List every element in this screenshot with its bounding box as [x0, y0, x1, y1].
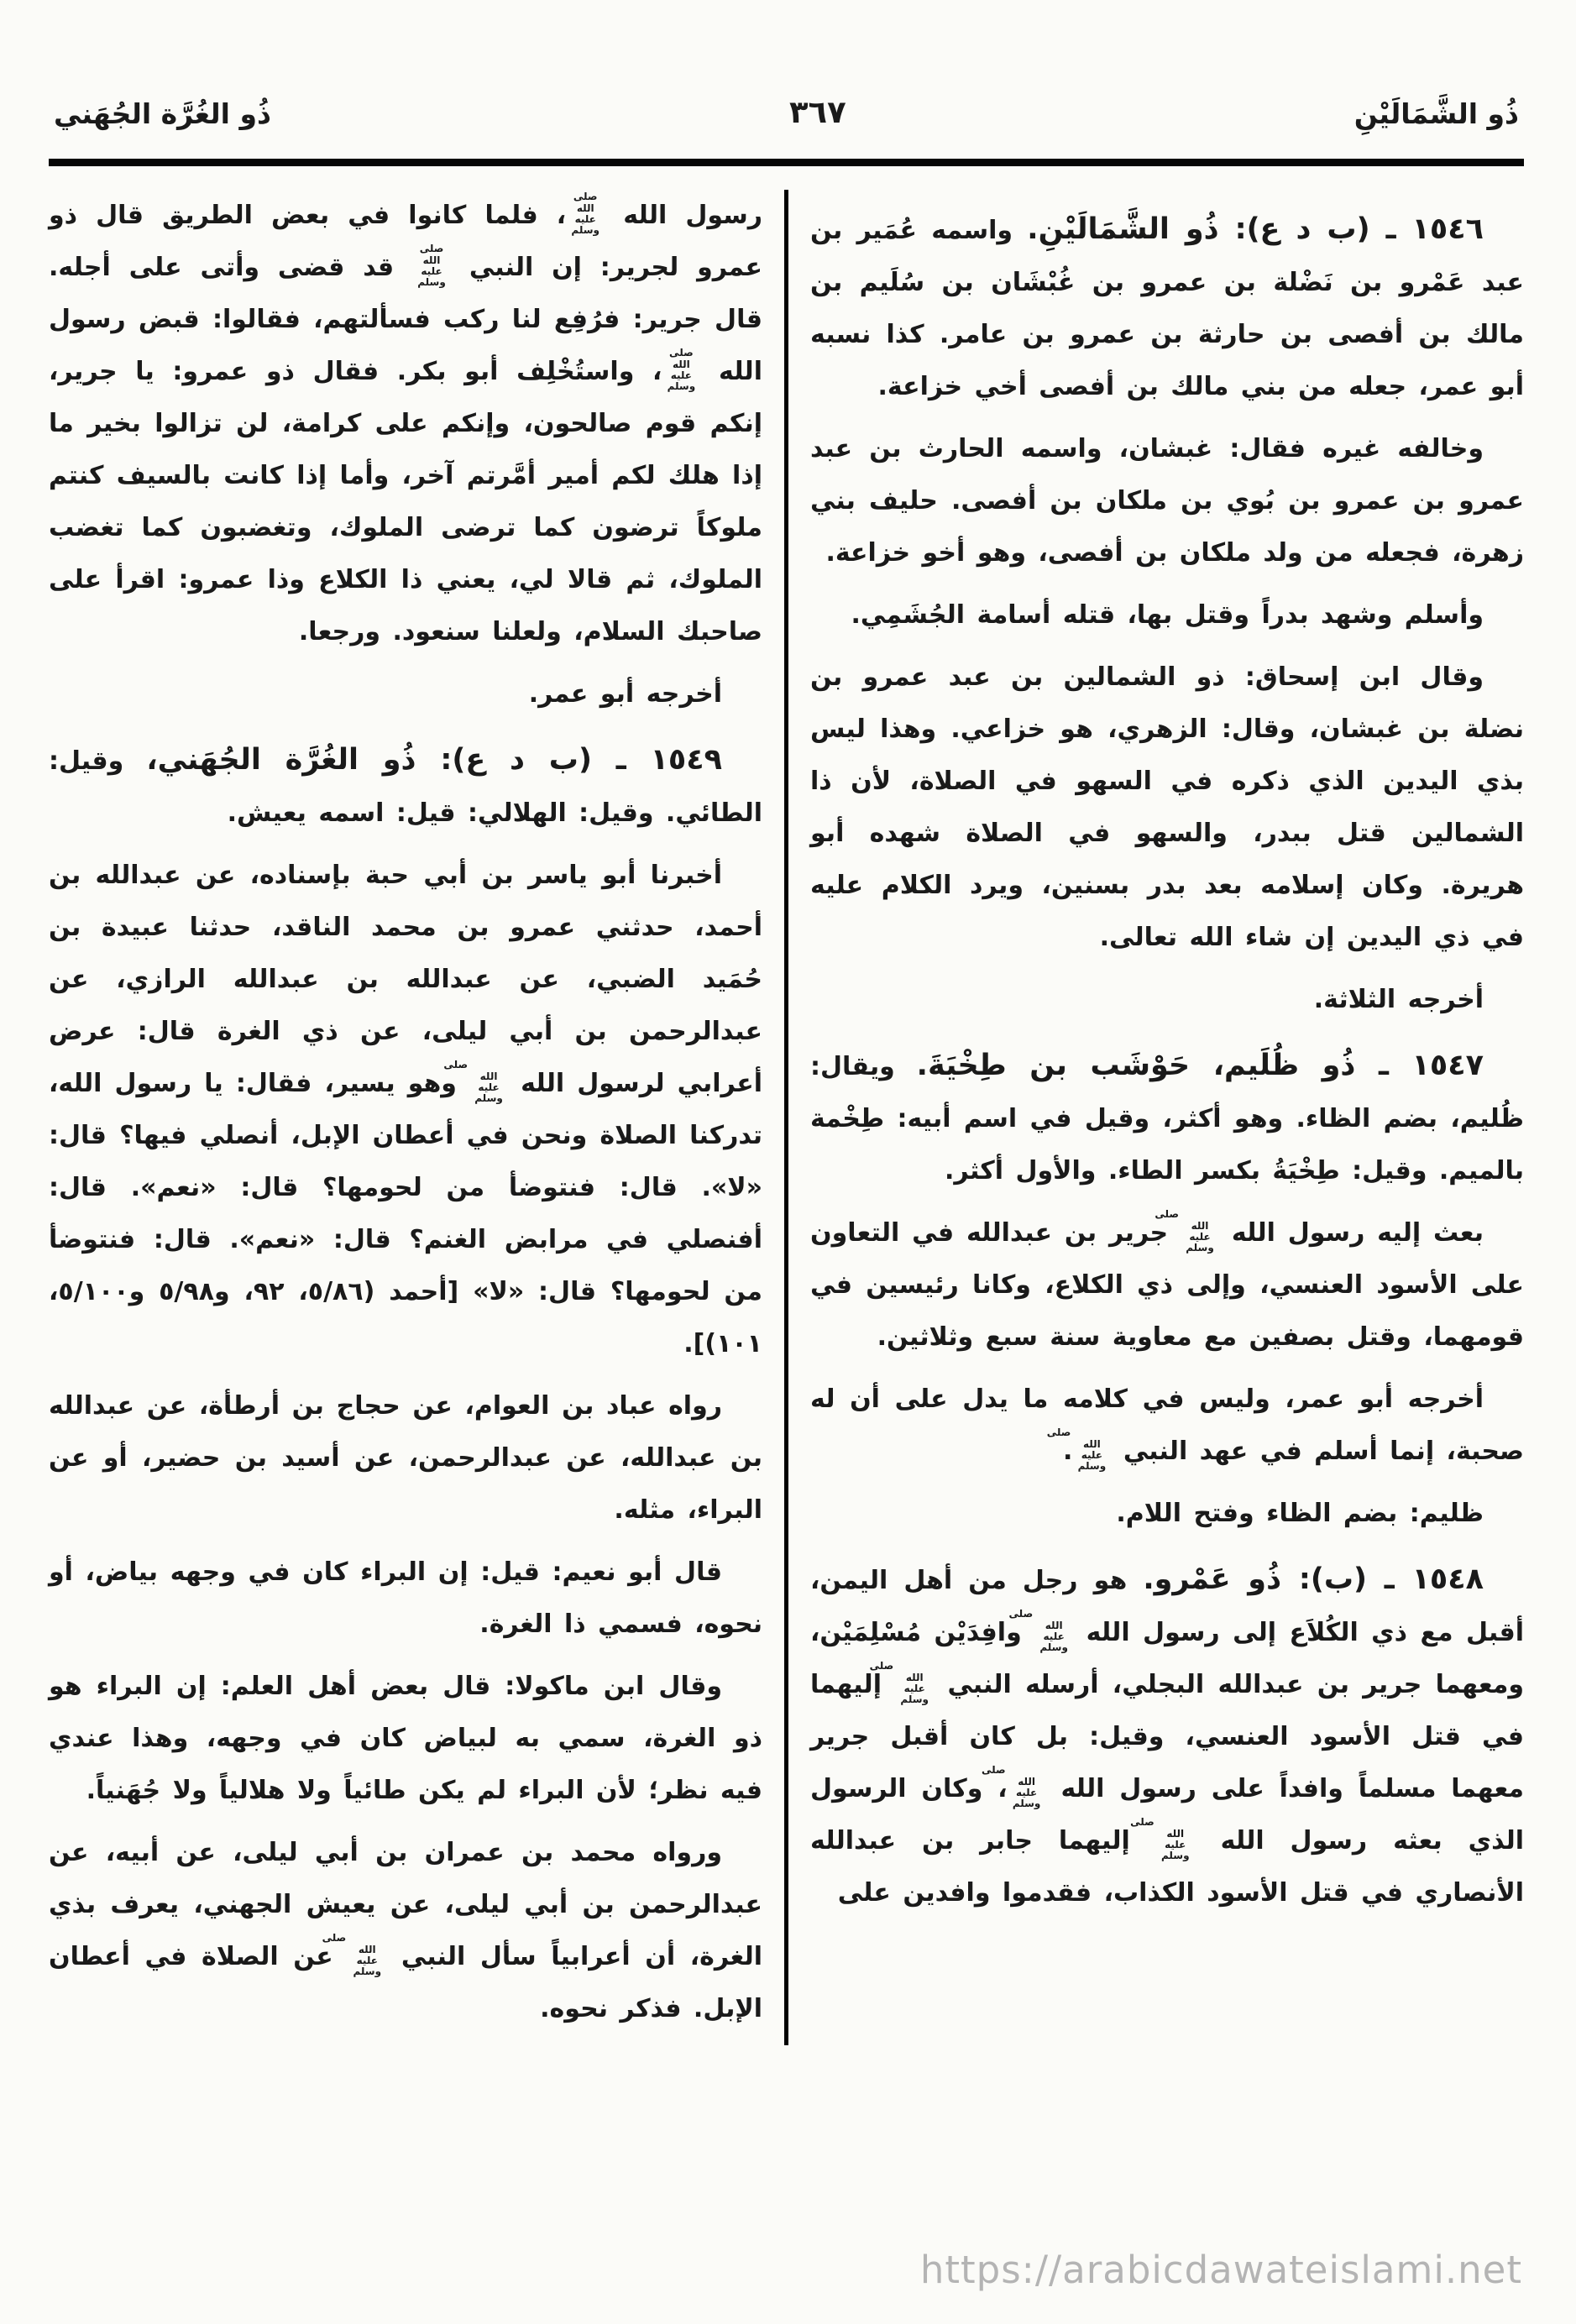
entry-heading: ١٥٤٦ ـ (ب د ع): ذُو الشَّمَالَيْنِ. [1027, 212, 1484, 246]
entry-1546: ١٥٤٦ ـ (ب د ع): ذُو الشَّمَالَيْنِ. واسمه عُمَير بن عبد عَمْرو بن نَضْلة بن عمرو بن غُبْشَان بن سُلَيم بن مالك بن أفصى بن حارثة بن عمرو بن عامر. كذا نسبه أبو عمر، جعله من بني مالك بن أفصى أخي خزاعة. [810, 212, 1524, 401]
entry-heading: ١٥٤٩ ـ (ب د ع): ذُو الغُرَّة الجُهَني، [146, 743, 723, 777]
running-head-left: ذُو الغُرَّة الجُهَني [54, 97, 271, 130]
takhrij-line: أخرجه أبو عمر. [528, 679, 722, 709]
paragraph: وقال ابن ماكولا: قال بعض أهل العلم: إن البراء هو ذو الغرة، سمي به لبياض كان في وجهه، وهذا عندي فيه نظر؛ لأن البراء لم يكن طائياً ولا هلالياً ولا جُهَنياً. [49, 1672, 762, 1805]
prophet-honorific-mark: صلى الله عليه وسلم [1046, 1426, 1107, 1472]
paragraph: رواه عباد بن العوام، عن حجاج بن أرطأة، عن عبدالله بن عبدالله، عن عبدالرحمن، عن أسيد بن حضير، أو عن البراء، مثله. [49, 1391, 762, 1525]
watermark-url: https://arabicdawateislami.net [919, 2248, 1522, 2292]
column-left [49, 190, 784, 2045]
page-header [49, 39, 1524, 159]
prophet-honorific-mark: صلى الله عليه وسلم [981, 1764, 1041, 1809]
entry-1548: ١٥٤٨ ـ (ب): ذُو عَمْرو. هو رجل من أهل اليمن، أقبل مع ذي الكُلاَع إلى رسول الله صلى الله عليه وسلم وافِدَيْن مُسْلِمَيْن، ومعهما جرير بن عبدالله البجلي، أرسله النبي صلى الله عليه وسلم إليهما في قتل الأسود العنسي، وقيل: بل كان أقبل جرير معهما مسلماً وافداً على رسول الله صلى الله عليه وسلم، وكان الرسول الذي بعثه رسول الله صلى الله عليه وسلم إليهما جابر بن عبدالله الأنصاري في قتل الأسود الكذاب، فقدموا وافدين على [810, 1562, 1524, 1908]
header-rule [49, 159, 1524, 166]
entry-1549: ١٥٤٩ ـ (ب د ع): ذُو الغُرَّة الجُهَني، وقيل: الطائي. وقيل: الهلالي: قيل: اسمه يعيش. [49, 743, 762, 828]
prophet-honorific-mark: صلى الله عليه وسلم [443, 1059, 503, 1104]
entry-1547: ١٥٤٧ ـ ذُو ظُلَيم، حَوْشَب بن طِخْيَةَ. ويقال: ظُليم، بضم الظاء. وهو أكثر، وقيل في اسم أبيه: طِخْمة بالميم. وقيل: طِخْيَةُ بكسر الطاء. والأول أكثر. [810, 1049, 1524, 1186]
prophet-honorific-mark: صلى الله عليه وسلم [667, 347, 696, 392]
prophet-honorific-mark: صلى الله عليه وسلم [1155, 1208, 1214, 1254]
prophet-honorific-mark: صلى الله عليه وسلم [1130, 1816, 1190, 1861]
continuation-paragraph: رسول الله صلى الله عليه وسلم، فلما كانوا في بعض الطريق قال ذو عمرو لجرير: إن النبي صلى الله عليه وسلم قد قضى وأتى على أجله. قال جرير: فرُفِع لنا ركب فسألتهم، فقالوا: قبض رسول الله صلى الله عليه وسلم، واستُخْلِف أبو بكر. فقال ذو عمرو: يا جرير، إنكم قوم صالحون، وإنكم على كرامة، لن تزالوا بخير ما إذا هلك لكم أمير أمَّرتم آخر، وأما إذا كانت بالسيف كنتم ملوكاً ترضون كما ترضى الملوك، وتغضبون كما تغضب الملوك، ثم قالا لي، يعني ذا الكلاع وذا عمرو: اقرأ على صاحبك السلام، ولعلنا سنعود. ورجعا. [49, 191, 762, 646]
entry-heading: ١٥٤٨ ـ (ب): ذُو عَمْرو. [1143, 1562, 1484, 1596]
paragraph: ظليم: بضم الظاء وفتح اللام. [1116, 1499, 1484, 1528]
running-head-right: ذُو الشَّمَالَيْنِ [1353, 97, 1519, 130]
entry-heading: ١٥٤٧ ـ ذُو ظُلَيم، حَوْشَب بن طِخْيَةَ. [916, 1049, 1484, 1082]
takhrij-line: أخرجه أبو عمر، وليس في كلامه ما يدل على أن له صحبة، إنما أسلم في عهد النبي صلى الله عليه وسلم. [810, 1384, 1524, 1472]
text-columns [49, 166, 1524, 2045]
takhrij-line: أخرجه الثلاثة. [1313, 985, 1484, 1014]
column-right [788, 190, 1524, 2045]
prophet-honorific-mark: صلى الله عليه وسلم [1008, 1608, 1068, 1653]
prophet-honorific-mark: صلى الله عليه وسلم [571, 191, 600, 236]
paragraph: ورواه محمد بن عمران بن أبي ليلى، عن أبيه، عن عبدالرحمن بن أبي ليلى، عن يعيش الجهني، يعرف بذي الغرة، أن أعرابياً سأل النبي صلى الله عليه وسلم عن الصلاة في أعطان الإبل. فذكر نحوه. [49, 1838, 763, 2023]
prophet-honorific-mark: صلى الله عليه وسلم [417, 243, 446, 288]
paragraph: قال أبو نعيم: قيل: إن البراء كان في وجهه بياض، أو نحوه، فسمي ذا الغرة. [49, 1557, 762, 1639]
paragraph: بعث إليه رسول الله صلى الله عليه وسلم جرير بن عبدالله في التعاون على الأسود العنسي، وإلى ذي الكلاع، وكانا رئيسين في قومهما، وقتل بصفين مع معاوية سنة سبع وثلاثين. [810, 1208, 1524, 1352]
isnad-paragraph: أخبرنا أبو ياسر بن أبي حبة بإسناده، عن عبدالله بن أحمد، حدثني عمرو بن محمد الناقد، حدثنا عبيدة بن حُمَيد الضبي، عن عبدالله بن عبدالله الرازي، عن عبدالرحمن بن أبي ليلى، عن ذي الغرة قال: عرض أعرابي لرسول الله صلى الله عليه وسلم وهو يسير، فقال: يا رسول الله، تدركنا الصلاة ونحن في أعطان الإبل، أنصلي فيها؟ قال: «لا». قال: فنتوضأ من لحومها؟ قال: «نعم». قال: أفنصلي في مرابض الغنم؟ قال: «نعم». قال: فنتوضأ من لحومها؟ قال: «لا» [أحمد (٥/٨٦، ٩٢، و٥/٩٨ و٥/١٠٠، ١٠١)]. [49, 861, 762, 1358]
paragraph: وأسلم وشهد بدراً وقتل بها، قتله أسامة الجُشَمِي. [851, 600, 1484, 630]
column-divider [784, 190, 788, 2045]
prophet-honorific-mark: صلى الله عليه وسلم [869, 1660, 929, 1705]
paragraph: وقال ابن إسحاق: ذو الشمالين بن عبد عمرو بن نضلة بن غبشان، وقال: الزهري، هو خزاعي. وهذا ليس بذي اليدين الذي ذكره في السهو في الصلاة، لأن ذا الشمالين قتل ببدر، والسهو في الصلاة شهده أبو هريرة. وكان إسلامه بعد بدر بسنين، ويرد الكلام عليه في ذي اليدين إن شاء الله تعالى. [810, 662, 1524, 952]
paragraph: وخالفه غيره فقال: غبشان، واسمه الحارث بن عبد عمرو بن عمرو بن بُوي بن ملكان بن أفصى. حليف بني زهرة، فجعله من ولد ملكان بن أفصى، وهو أخو خزاعة. [810, 434, 1524, 568]
prophet-honorific-mark: صلى الله عليه وسلم [322, 1932, 382, 1977]
page-number: ٣٦٧ [788, 94, 846, 130]
